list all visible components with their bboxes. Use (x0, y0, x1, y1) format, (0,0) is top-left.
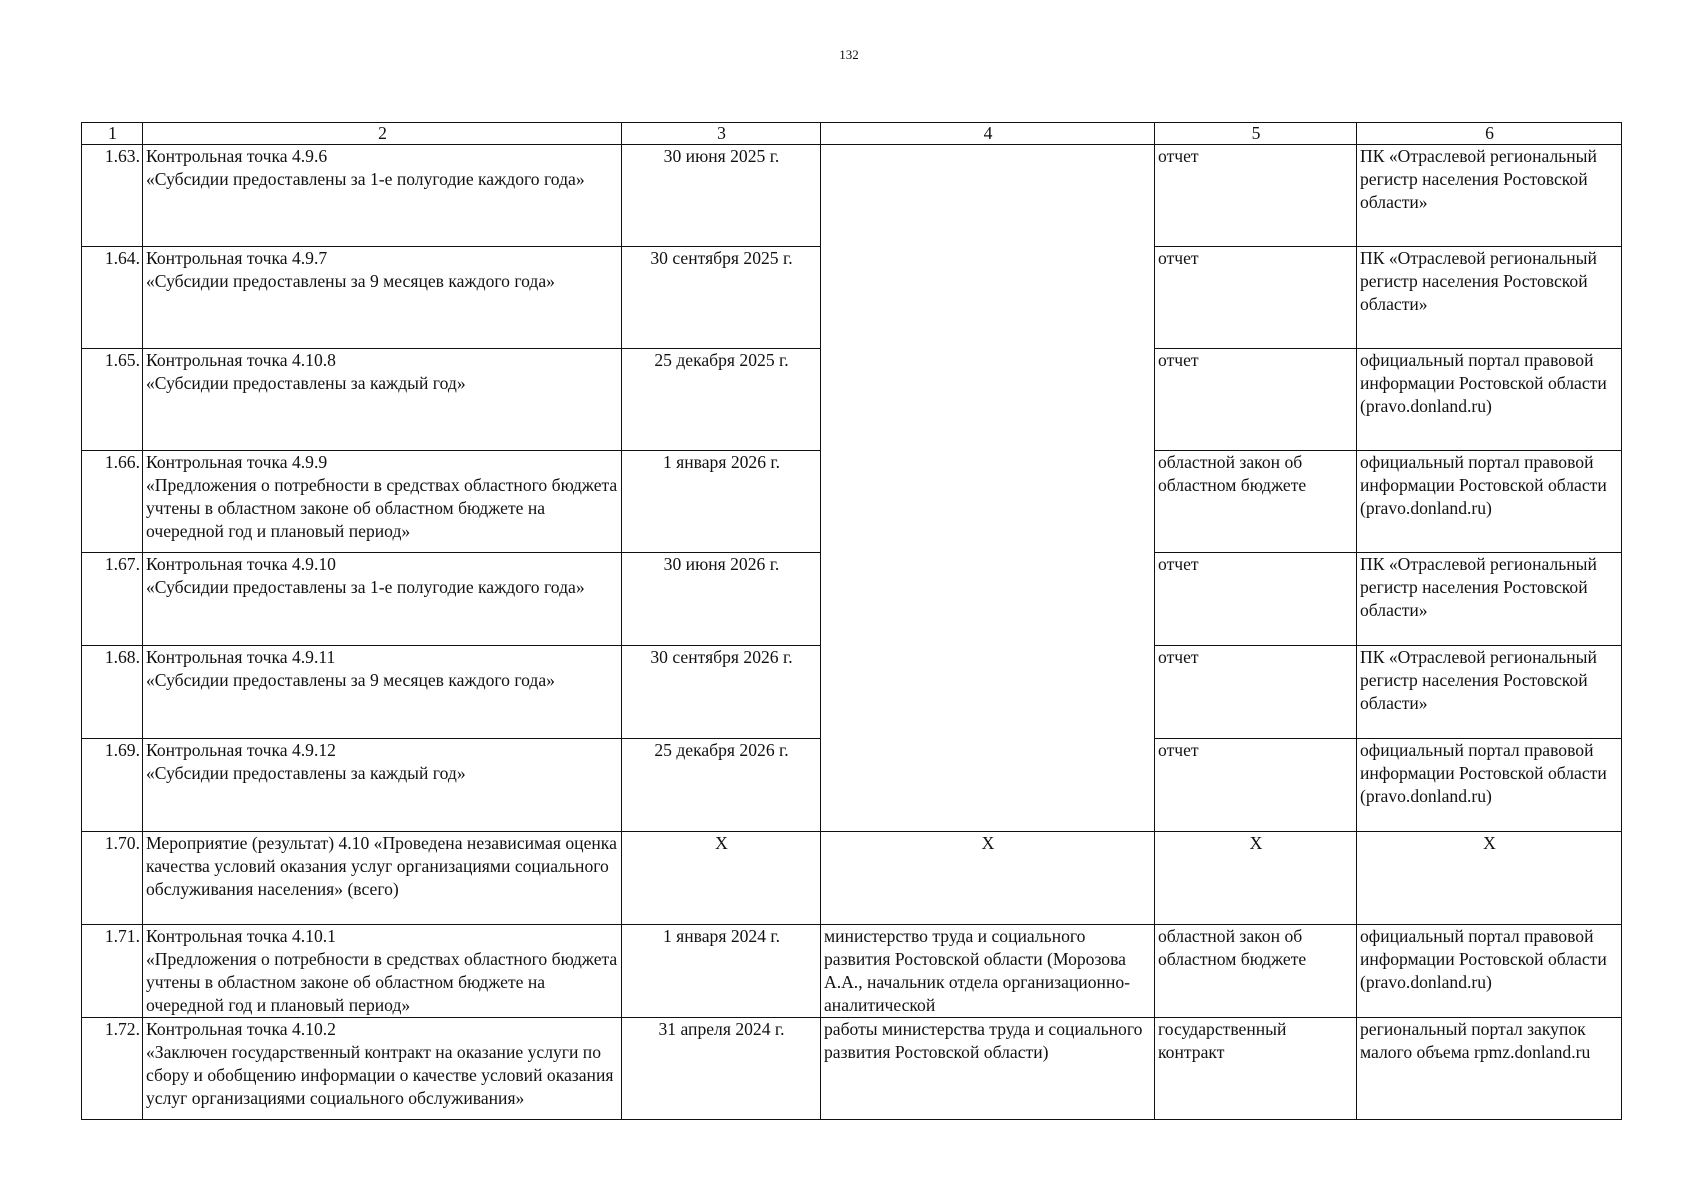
info-source: ПК «Отраслевой региональный регистр населения Ростовской области» (1357, 646, 1622, 739)
table-row (82, 1018, 1622, 1120)
control-point-title: Контрольная точка 4.9.6 (146, 146, 328, 166)
row-number: 1.71. (82, 925, 143, 1018)
control-point-cell (143, 145, 622, 247)
responsible-executive-part-a: министерство труда и социального развития Ростовской области (Морозова А.А., начальник отдела организационно-аналитической (821, 925, 1155, 1018)
deadline-date: 1 января 2026 г. (622, 451, 821, 553)
control-point-cell (143, 247, 622, 349)
column-number-2: 2 (143, 123, 622, 145)
info-source: официальный портал правовой информации Ростовской области (pravo.donland.ru) (1357, 925, 1622, 1018)
control-point-cell (143, 1018, 622, 1120)
document-type: отчет (1155, 739, 1357, 832)
document-type: отчет (1155, 145, 1357, 247)
info-source: региональный портал закупок малого объема rpmz.donland.ru (1357, 1018, 1622, 1120)
control-point-title: Контрольная точка 4.9.9 (146, 452, 328, 472)
deadline-date: 30 июня 2026 г. (622, 553, 821, 646)
column-number-1: 1 (82, 123, 143, 145)
responsible-executive-part-b: работы министерства труда и социального развития Ростовской области) (821, 1018, 1155, 1120)
deadline-date: 30 сентября 2026 г. (622, 646, 821, 739)
info-source: ПК «Отраслевой региональный регистр населения Ростовской области» (1357, 247, 1622, 349)
row-number: 1.72. (82, 1018, 143, 1120)
responsible-merged-empty-cell (821, 145, 1155, 832)
control-point-cell (143, 646, 622, 739)
deadline-date: 31 апреля 2024 г. (622, 1018, 821, 1120)
column-number-3: 3 (622, 123, 821, 145)
control-points-table (81, 122, 1622, 1120)
deadline-date: 30 сентября 2025 г. (622, 247, 821, 349)
not-applicable-mark: X (1155, 832, 1357, 925)
control-point-description: «Субсидии предоставлены за 9 месяцев каждого года» (146, 670, 555, 690)
row-number: 1.65. (82, 349, 143, 451)
control-point-description: «Предложения о потребности в средствах областного бюджета учтены в областном законе об областном бюджете на очередной год и плановый период» (146, 949, 618, 1015)
control-point-description: «Субсидии предоставлены за 1-е полугодие каждого года» (146, 577, 585, 597)
document-type: отчет (1155, 646, 1357, 739)
activity-title: Мероприятие (результат) 4.10 «Проведена независимая оценка качества условий оказания услуг организациями социального обслуживания населения» (всего) (143, 832, 622, 925)
row-number: 1.66. (82, 451, 143, 553)
column-number-4: 4 (821, 123, 1155, 145)
table-row (82, 145, 1622, 247)
info-source: ПК «Отраслевой региональный регистр населения Ростовской области» (1357, 553, 1622, 646)
row-number: 1.64. (82, 247, 143, 349)
table-row (82, 832, 1622, 925)
control-point-description: «Субсидии предоставлены за каждый год» (146, 373, 466, 393)
not-applicable-mark: X (821, 832, 1155, 925)
document-type: областной закон об областном бюджете (1155, 925, 1357, 1018)
deadline-date: 30 июня 2025 г. (622, 145, 821, 247)
control-point-title: Контрольная точка 4.9.7 (146, 248, 328, 268)
document-type: областной закон об областном бюджете (1155, 451, 1357, 553)
control-point-description: «Субсидии предоставлены за 1-е полугодие каждого года» (146, 169, 585, 189)
document-type: отчет (1155, 349, 1357, 451)
control-point-title: Контрольная точка 4.9.10 (146, 554, 336, 574)
column-number-5: 5 (1155, 123, 1357, 145)
not-applicable-mark: X (1357, 832, 1622, 925)
control-point-title: Контрольная точка 4.9.11 (146, 647, 336, 667)
page-number: 132 (839, 47, 859, 62)
row-number: 1.68. (82, 646, 143, 739)
control-point-title: Контрольная точка 4.10.8 (146, 350, 336, 370)
deadline-date: 1 января 2024 г. (622, 925, 821, 1018)
column-number-row (82, 123, 1622, 145)
row-number: 1.63. (82, 145, 143, 247)
control-point-title: Контрольная точка 4.10.2 (146, 1019, 336, 1039)
control-point-cell (143, 349, 622, 451)
document-type: отчет (1155, 247, 1357, 349)
control-point-title: Контрольная точка 4.9.12 (146, 740, 336, 760)
table-row (82, 925, 1622, 1018)
deadline-date: 25 декабря 2025 г. (622, 349, 821, 451)
deadline-date: 25 декабря 2026 г. (622, 739, 821, 832)
control-point-description: «Предложения о потребности в средствах областного бюджета учтены в областном законе об областном бюджете на очередной год и плановый период» (146, 475, 618, 541)
control-point-description: «Субсидии предоставлены за 9 месяцев каждого года» (146, 271, 555, 291)
row-number: 1.70. (82, 832, 143, 925)
row-number: 1.69. (82, 739, 143, 832)
control-point-cell (143, 925, 622, 1018)
info-source: официальный портал правовой информации Ростовской области (pravo.donland.ru) (1357, 739, 1622, 832)
control-point-cell (143, 553, 622, 646)
info-source: официальный портал правовой информации Ростовской области (pravo.donland.ru) (1357, 451, 1622, 553)
document-type: государственный контракт (1155, 1018, 1357, 1120)
row-number: 1.67. (82, 553, 143, 646)
control-point-cell (143, 739, 622, 832)
info-source: ПК «Отраслевой региональный регистр населения Ростовской области» (1357, 145, 1622, 247)
document-type: отчет (1155, 553, 1357, 646)
column-number-6: 6 (1357, 123, 1622, 145)
control-point-title: Контрольная точка 4.10.1 (146, 926, 336, 946)
control-point-description: «Субсидии предоставлены за каждый год» (146, 763, 466, 783)
control-point-description: «Заключен государственный контракт на оказание услуги по сбору и обобщению информации о качестве условий оказания услуг организациями социального обслуживания» (146, 1042, 614, 1108)
control-point-cell (143, 451, 622, 553)
not-applicable-mark: X (622, 832, 821, 925)
info-source: официальный портал правовой информации Ростовской области (pravo.donland.ru) (1357, 349, 1622, 451)
